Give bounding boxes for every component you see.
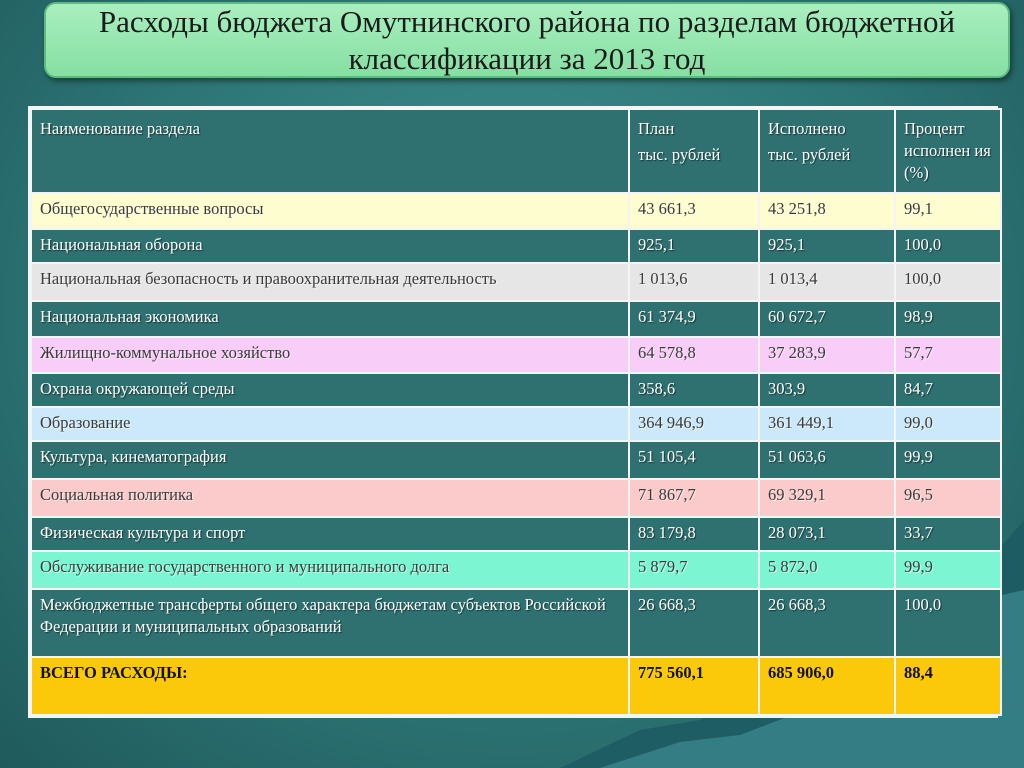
row-plan: 43 661,3 <box>629 193 759 229</box>
row-pct: 100,0 <box>895 229 1001 263</box>
table-row <box>31 193 1001 229</box>
row-name: Национальная безопасность и правоохранительная деятельность <box>31 263 629 301</box>
row-done: 925,1 <box>759 229 895 263</box>
header-plan <box>629 109 759 193</box>
row-name: Физическая культура и спорт <box>31 517 629 551</box>
row-plan: 83 179,8 <box>629 517 759 551</box>
table-row <box>31 407 1001 441</box>
table-row <box>31 589 1001 657</box>
row-pct: 99,1 <box>895 193 1001 229</box>
row-plan: 358,6 <box>629 373 759 407</box>
table-row <box>31 373 1001 407</box>
budget-table <box>30 108 1002 716</box>
title-line-1: Расходы бюджета Омутнинского района по разделам бюджетной <box>98 4 956 39</box>
table-header-row <box>31 109 1001 193</box>
row-pct: 100,0 <box>895 589 1001 657</box>
row-done: 361 449,1 <box>759 407 895 441</box>
row-done: 43 251,8 <box>759 193 895 229</box>
header-pct: Процент исполнен ия (%) <box>895 109 1001 193</box>
row-done: 51 063,6 <box>759 441 895 479</box>
total-plan: 775 560,1 <box>629 657 759 715</box>
header-done <box>759 109 895 193</box>
row-plan: 925,1 <box>629 229 759 263</box>
row-plan: 64 578,8 <box>629 337 759 373</box>
header-done-line1: Исполнено <box>768 119 846 138</box>
row-name: Национальная экономика <box>31 301 629 337</box>
row-name: Межбюджетные трансферты общего характера бюджетам субъектов Российской Федерации и муниципальных образований <box>31 589 629 657</box>
row-plan: 51 105,4 <box>629 441 759 479</box>
table-row <box>31 551 1001 589</box>
row-plan: 61 374,9 <box>629 301 759 337</box>
table-row <box>31 229 1001 263</box>
row-pct: 99,0 <box>895 407 1001 441</box>
table-row <box>31 441 1001 479</box>
row-plan: 26 668,3 <box>629 589 759 657</box>
row-done: 37 283,9 <box>759 337 895 373</box>
row-done: 303,9 <box>759 373 895 407</box>
header-name: Наименование раздела <box>31 109 629 193</box>
row-plan: 1 013,6 <box>629 263 759 301</box>
row-done: 26 668,3 <box>759 589 895 657</box>
row-plan: 364 946,9 <box>629 407 759 441</box>
row-name: Образование <box>31 407 629 441</box>
row-done: 5 872,0 <box>759 551 895 589</box>
row-name: Культура, кинематография <box>31 441 629 479</box>
row-name: Общегосударственные вопросы <box>31 193 629 229</box>
row-name: Охрана окружающей среды <box>31 373 629 407</box>
budget-table-container <box>28 106 998 718</box>
row-done: 69 329,1 <box>759 479 895 517</box>
row-pct: 84,7 <box>895 373 1001 407</box>
row-name: Жилищно-коммунальное хозяйство <box>31 337 629 373</box>
row-pct: 99,9 <box>895 551 1001 589</box>
row-pct: 100,0 <box>895 263 1001 301</box>
row-pct: 33,7 <box>895 517 1001 551</box>
total-done: 685 906,0 <box>759 657 895 715</box>
row-name: Социальная политика <box>31 479 629 517</box>
table-row <box>31 263 1001 301</box>
row-plan: 71 867,7 <box>629 479 759 517</box>
total-pct: 88,4 <box>895 657 1001 715</box>
total-name: ВСЕГО РАСХОДЫ: <box>31 657 629 715</box>
row-pct: 57,7 <box>895 337 1001 373</box>
title-line-2: классификации за 2013 год <box>348 41 706 76</box>
table-total-row <box>31 657 1001 715</box>
header-plan-line1: План <box>638 119 675 138</box>
table-row <box>31 301 1001 337</box>
row-pct: 96,5 <box>895 479 1001 517</box>
slide-title <box>44 2 1010 78</box>
row-name: Обслуживание государственного и муниципального долга <box>31 551 629 589</box>
row-pct: 99,9 <box>895 441 1001 479</box>
header-done-line2: тыс. рублей <box>768 145 851 164</box>
table-row <box>31 337 1001 373</box>
row-pct: 98,9 <box>895 301 1001 337</box>
row-name: Национальная оборона <box>31 229 629 263</box>
row-done: 28 073,1 <box>759 517 895 551</box>
table-row <box>31 479 1001 517</box>
row-plan: 5 879,7 <box>629 551 759 589</box>
row-done: 1 013,4 <box>759 263 895 301</box>
header-plan-line2: тыс. рублей <box>638 145 721 164</box>
row-done: 60 672,7 <box>759 301 895 337</box>
table-row <box>31 517 1001 551</box>
